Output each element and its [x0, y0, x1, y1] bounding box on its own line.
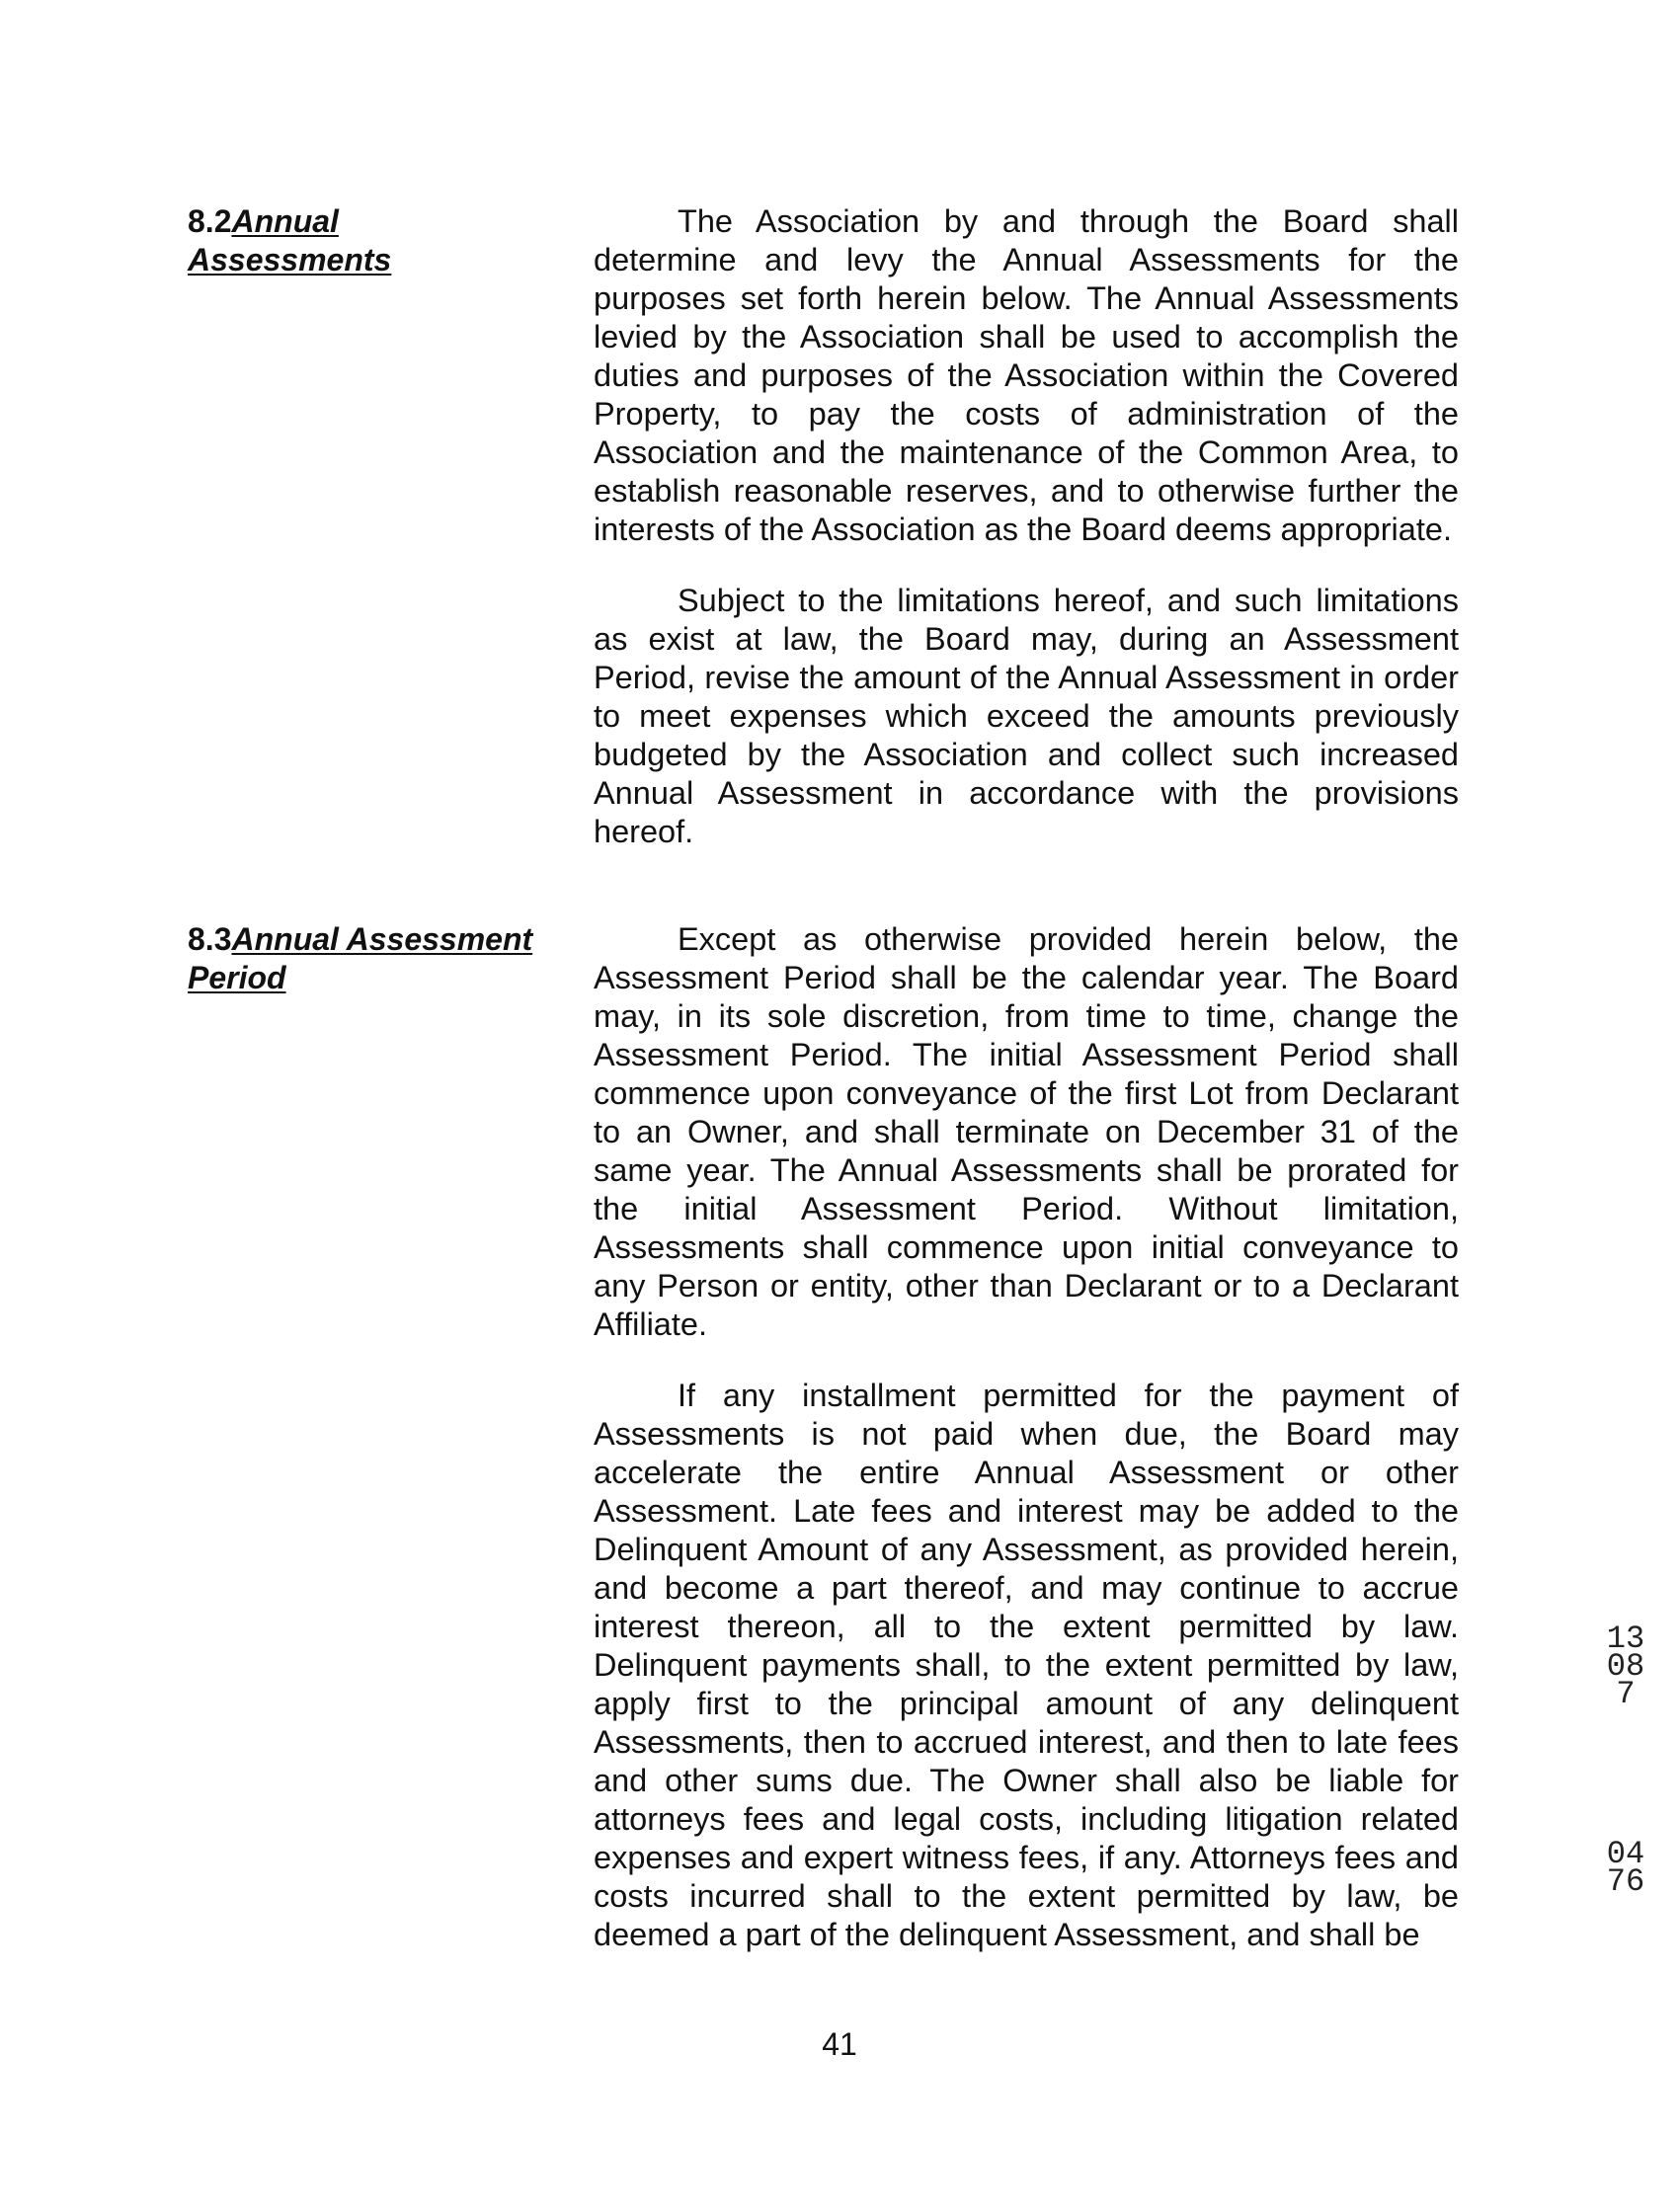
section-heading-line2	[188, 959, 573, 997]
recording-stamp	[1606, 1570, 1645, 1951]
section-title-line2: Assessments	[188, 242, 392, 277]
paragraph: The Association by and through the Board shall determine and levy the Annual Assessments for the purposes set forth herein below. The Annual Assessments levied by the Association shall be used to accomplish the duties and purposes of the Association within the Covered Property, to pay the costs of administration of the Association and the maintenance of the Common Area, to establish reasonable reserves, and to otherwise further the interests of the Association as the Board deems appropriate.	[594, 203, 1459, 547]
paragraph: If any installment permitted for the payment of Assessments is not paid when due, the Board may accelerate the entire Annual Assessment or other Assessment. Late fees and interest may be added to the Delinquent Amount of any Assessment, as provided herein, and become a part thereof, and may continue to accrue interest thereon, all to the extent permitted by law. Delinquent payments shall, to the extent permitted by law, apply first to the principal amount of any delinquent Assessments, then to accrued interest, and then to late fees and other sums due. The Owner shall also be liable for attorneys fees and legal costs, including litigation related expenses and expert witness fees, if any. Attorneys fees and costs incurred shall to the extent permitted by law, be deemed a part of the delinquent Assessment, and shall be	[594, 1378, 1459, 1952]
recording-stamp-page: 0476	[1606, 1836, 1645, 1900]
paragraph: Except as otherwise provided herein below, the Assessment Period shall be the calendar year. The Board may, in its sole discretion, from time to time, change the Assessment Period. The initial Assessment Period shall commence upon conveyance of the first Lot from Declarant to an Owner, and shall terminate on December 31 of the same year. The Annual Assessments shall be prorated for the initial Assessment Period. Without limitation, Assessments shall commence upon initial conveyance to any Person or entity, other than Declarant or to a Declarant Affiliate.	[594, 921, 1459, 1342]
section-heading	[188, 920, 573, 997]
stamp-gap	[1606, 1764, 1645, 1785]
section-title-line2: Period	[188, 960, 286, 995]
section-number: 8.2	[188, 203, 232, 239]
paragraph: Subject to the limitations hereof, and such limitations as exist at law, the Board may, during an Assessment Period, revise the amount of the Annual Assessment in order to meet expenses which exceed the amounts previously budgeted by the Association and collect such increased Annual Assessment in accordance with the provisions hereof.	[594, 583, 1459, 849]
section-title-line1: Annual Assessment	[231, 921, 533, 957]
section-heading-line2	[188, 241, 573, 279]
section-number: 8.3	[188, 921, 232, 957]
section-title-line1: Annual	[231, 203, 339, 239]
section-heading-line1	[188, 920, 573, 959]
section-heading	[188, 202, 573, 279]
page-number: 41	[822, 2026, 857, 2062]
section-body	[594, 202, 1459, 884]
section-heading-line1	[188, 202, 573, 241]
recording-stamp-book: 13087	[1606, 1620, 1645, 1712]
section-body	[594, 920, 1459, 1987]
